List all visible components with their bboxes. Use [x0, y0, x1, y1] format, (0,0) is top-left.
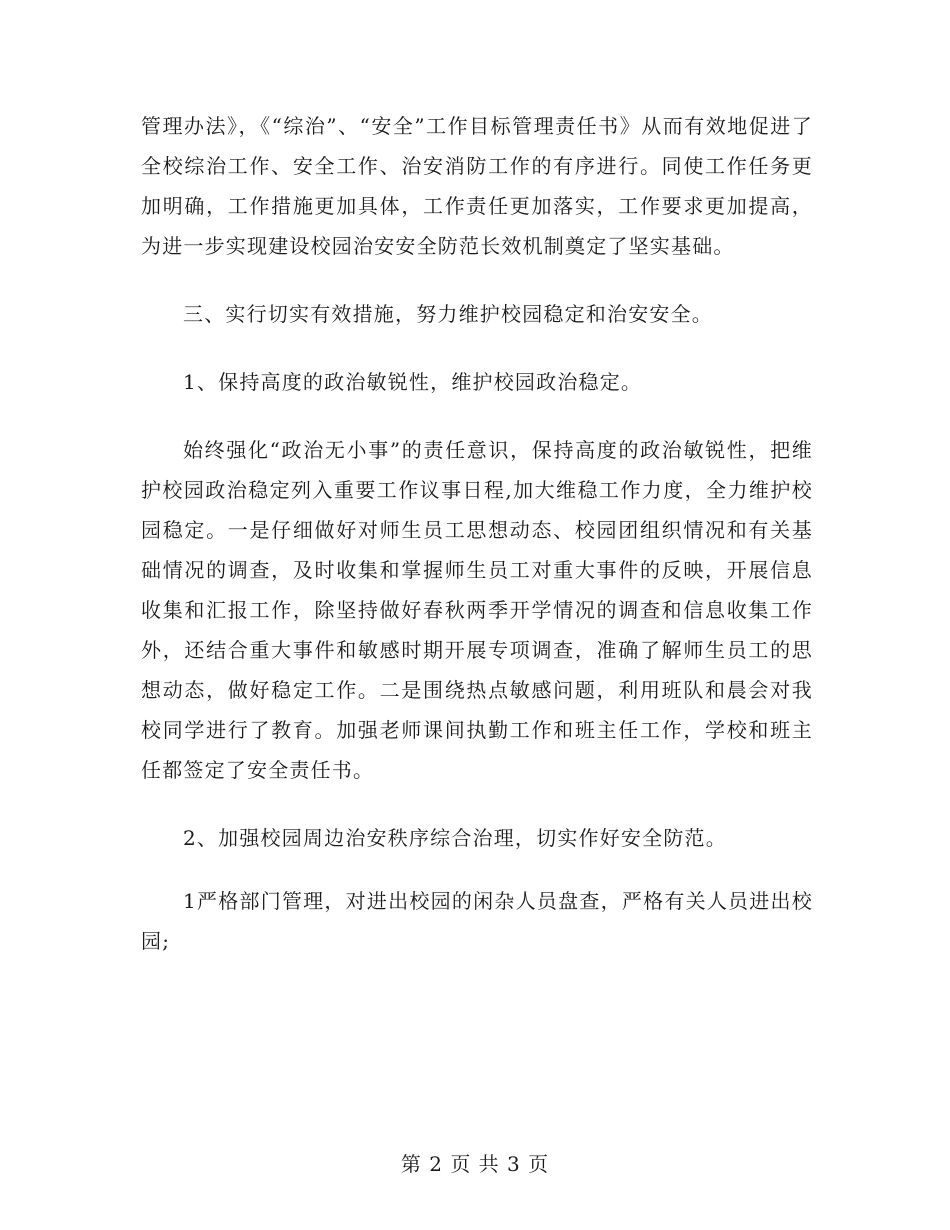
- paragraph-political-stability: 始终强化“政治无小事”的责任意识，保持高度的政治敏锐性，把维护校园政治稳定列入重要工作议事日程,加大维稳工作力度，全力维护校园稳定。一是仔细做好对师生员工思想动态、校园团组织情况和有关基础情况的调查，及时收集和掌握师生员工对重大事件的反映，开展信息收集和汇报工作，除坚持做好春秋两季开学情况的调查和信息收集工作外，还结合重大事件和敏感时期开展专项调查，准确了解师生员工的思想动态，做好稳定工作。二是围绕热点敏感问题，利用班队和晨会对我校同学进行了教育。加强老师课间执勤工作和班主任工作，学校和班主任都签定了安全责任书。: [141, 438, 813, 782]
- subheading-one: 1、保持高度的政治敏锐性，维护校园政治稳定。: [183, 370, 643, 394]
- page-number: 第 2 页 共 3 页: [400, 1152, 550, 1176]
- page-footer: [0, 1150, 950, 1178]
- subheading-two: 2、加强校园周边治安秩序综合治理，切实作好安全防范。: [183, 826, 727, 850]
- paragraph-continuation: 管理办法》，《“综治”、“安全”工作目标管理责任书》从而有效地促进了全校综治工作、安全工作、治安消防工作的有序进行。同使工作任务更加明确，工作措施更加具体，工作责任更加落实，工作要求更加提高，为进一步实现建设校园治安安全防范长效机制奠定了坚实基础。: [141, 114, 813, 258]
- paragraph-department-management: 1严格部门管理，对进出校园的闲杂人员盘查，严格有关人员进出校园;: [141, 889, 813, 953]
- section-heading-three: 三、实行切实有效措施，努力维护校园稳定和治安安全。: [183, 302, 713, 326]
- document-body: [141, 106, 813, 961]
